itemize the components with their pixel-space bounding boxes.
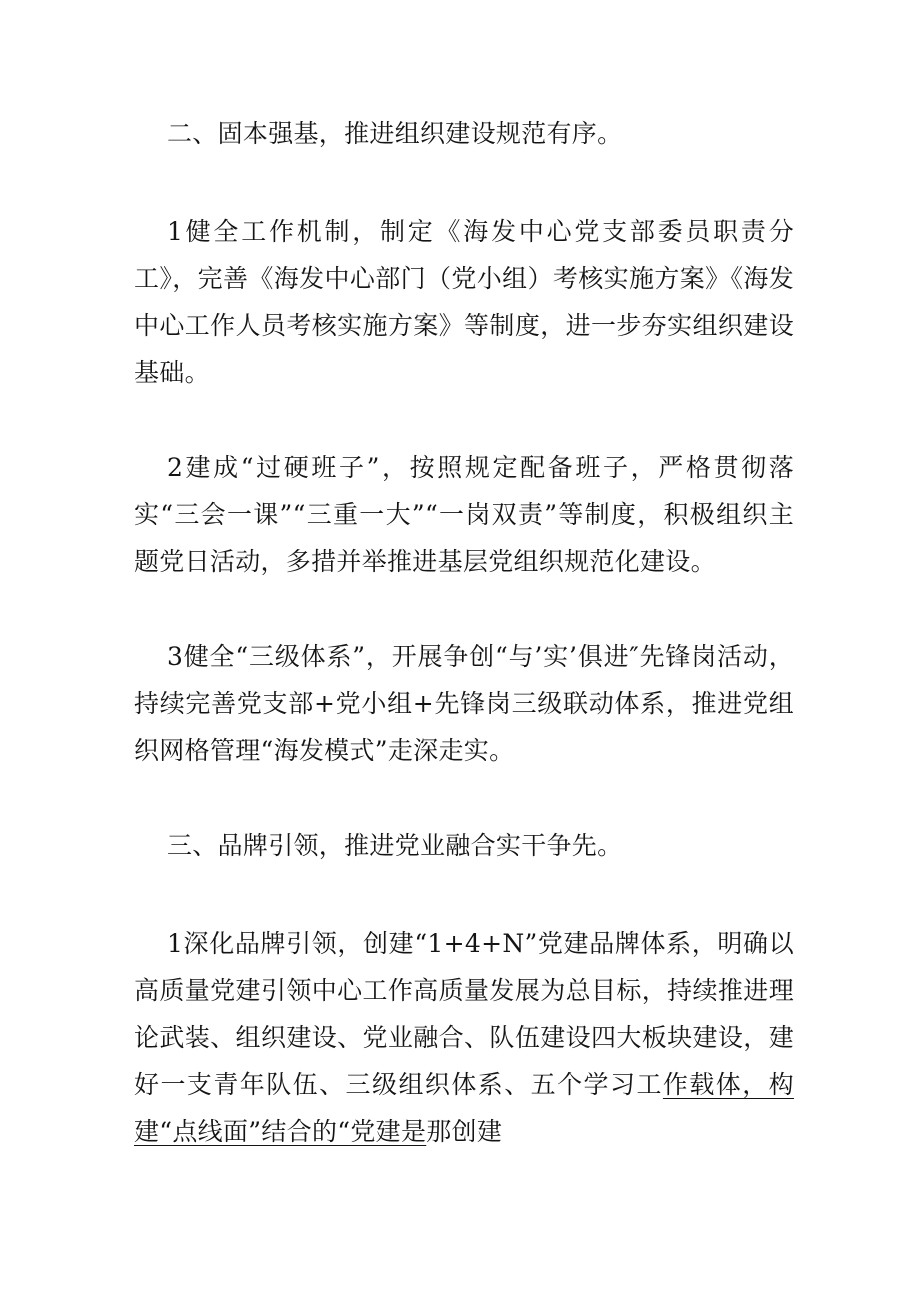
paragraph-work-mechanism: 1健全工作机制，制定《海发中心党支部委员职责分工》，完善《海发中心部门（党小组）考核实施方案》《海发中心工作人员考核实施方案》等制度，进一步夯实组织建设基础。: [134, 217, 794, 387]
section-heading-2: 二、固本强基，推进组织建设规范有序。: [167, 119, 623, 148]
document-body: [134, 110, 794, 1203]
paragraph-brand-leading: [134, 920, 794, 1155]
paragraph-three-level-system: 3健全“三级体系”，开展争创“与’实’俱进″先锋岗活动，持续完善党支部+党小组+先锋岗三级联动体系，推进党组织网格管理“海发模式”走深走实。: [134, 642, 794, 765]
section-heading-3: 三、品牌引领，推进党业融合实干争先。: [167, 831, 623, 860]
paragraph-brand-text: 1深化品牌引领，创建“1+4+N”党建品牌体系，明确以高质量党建引领中心工作高质量发展为总目标，持续推进理论武装、组织建设、党业融合、队伍建设四大板块建设，建好一支青年队伍、三级组织体系、五个学习工: [134, 929, 794, 1099]
paragraph-brand-tail: 那创建: [426, 1117, 503, 1146]
paragraph-leadership-team: 2建成“过硬班子”，按照规定配备班子，严格贯彻落实“三会一课”“三重一大”“一岗双责”等制度，积极组织主题党日活动，多措并举推进基层党组织规范化建设。: [134, 453, 794, 576]
underlined-text: 作载体，构建“点线面”结合的“党建是: [134, 1070, 794, 1146]
